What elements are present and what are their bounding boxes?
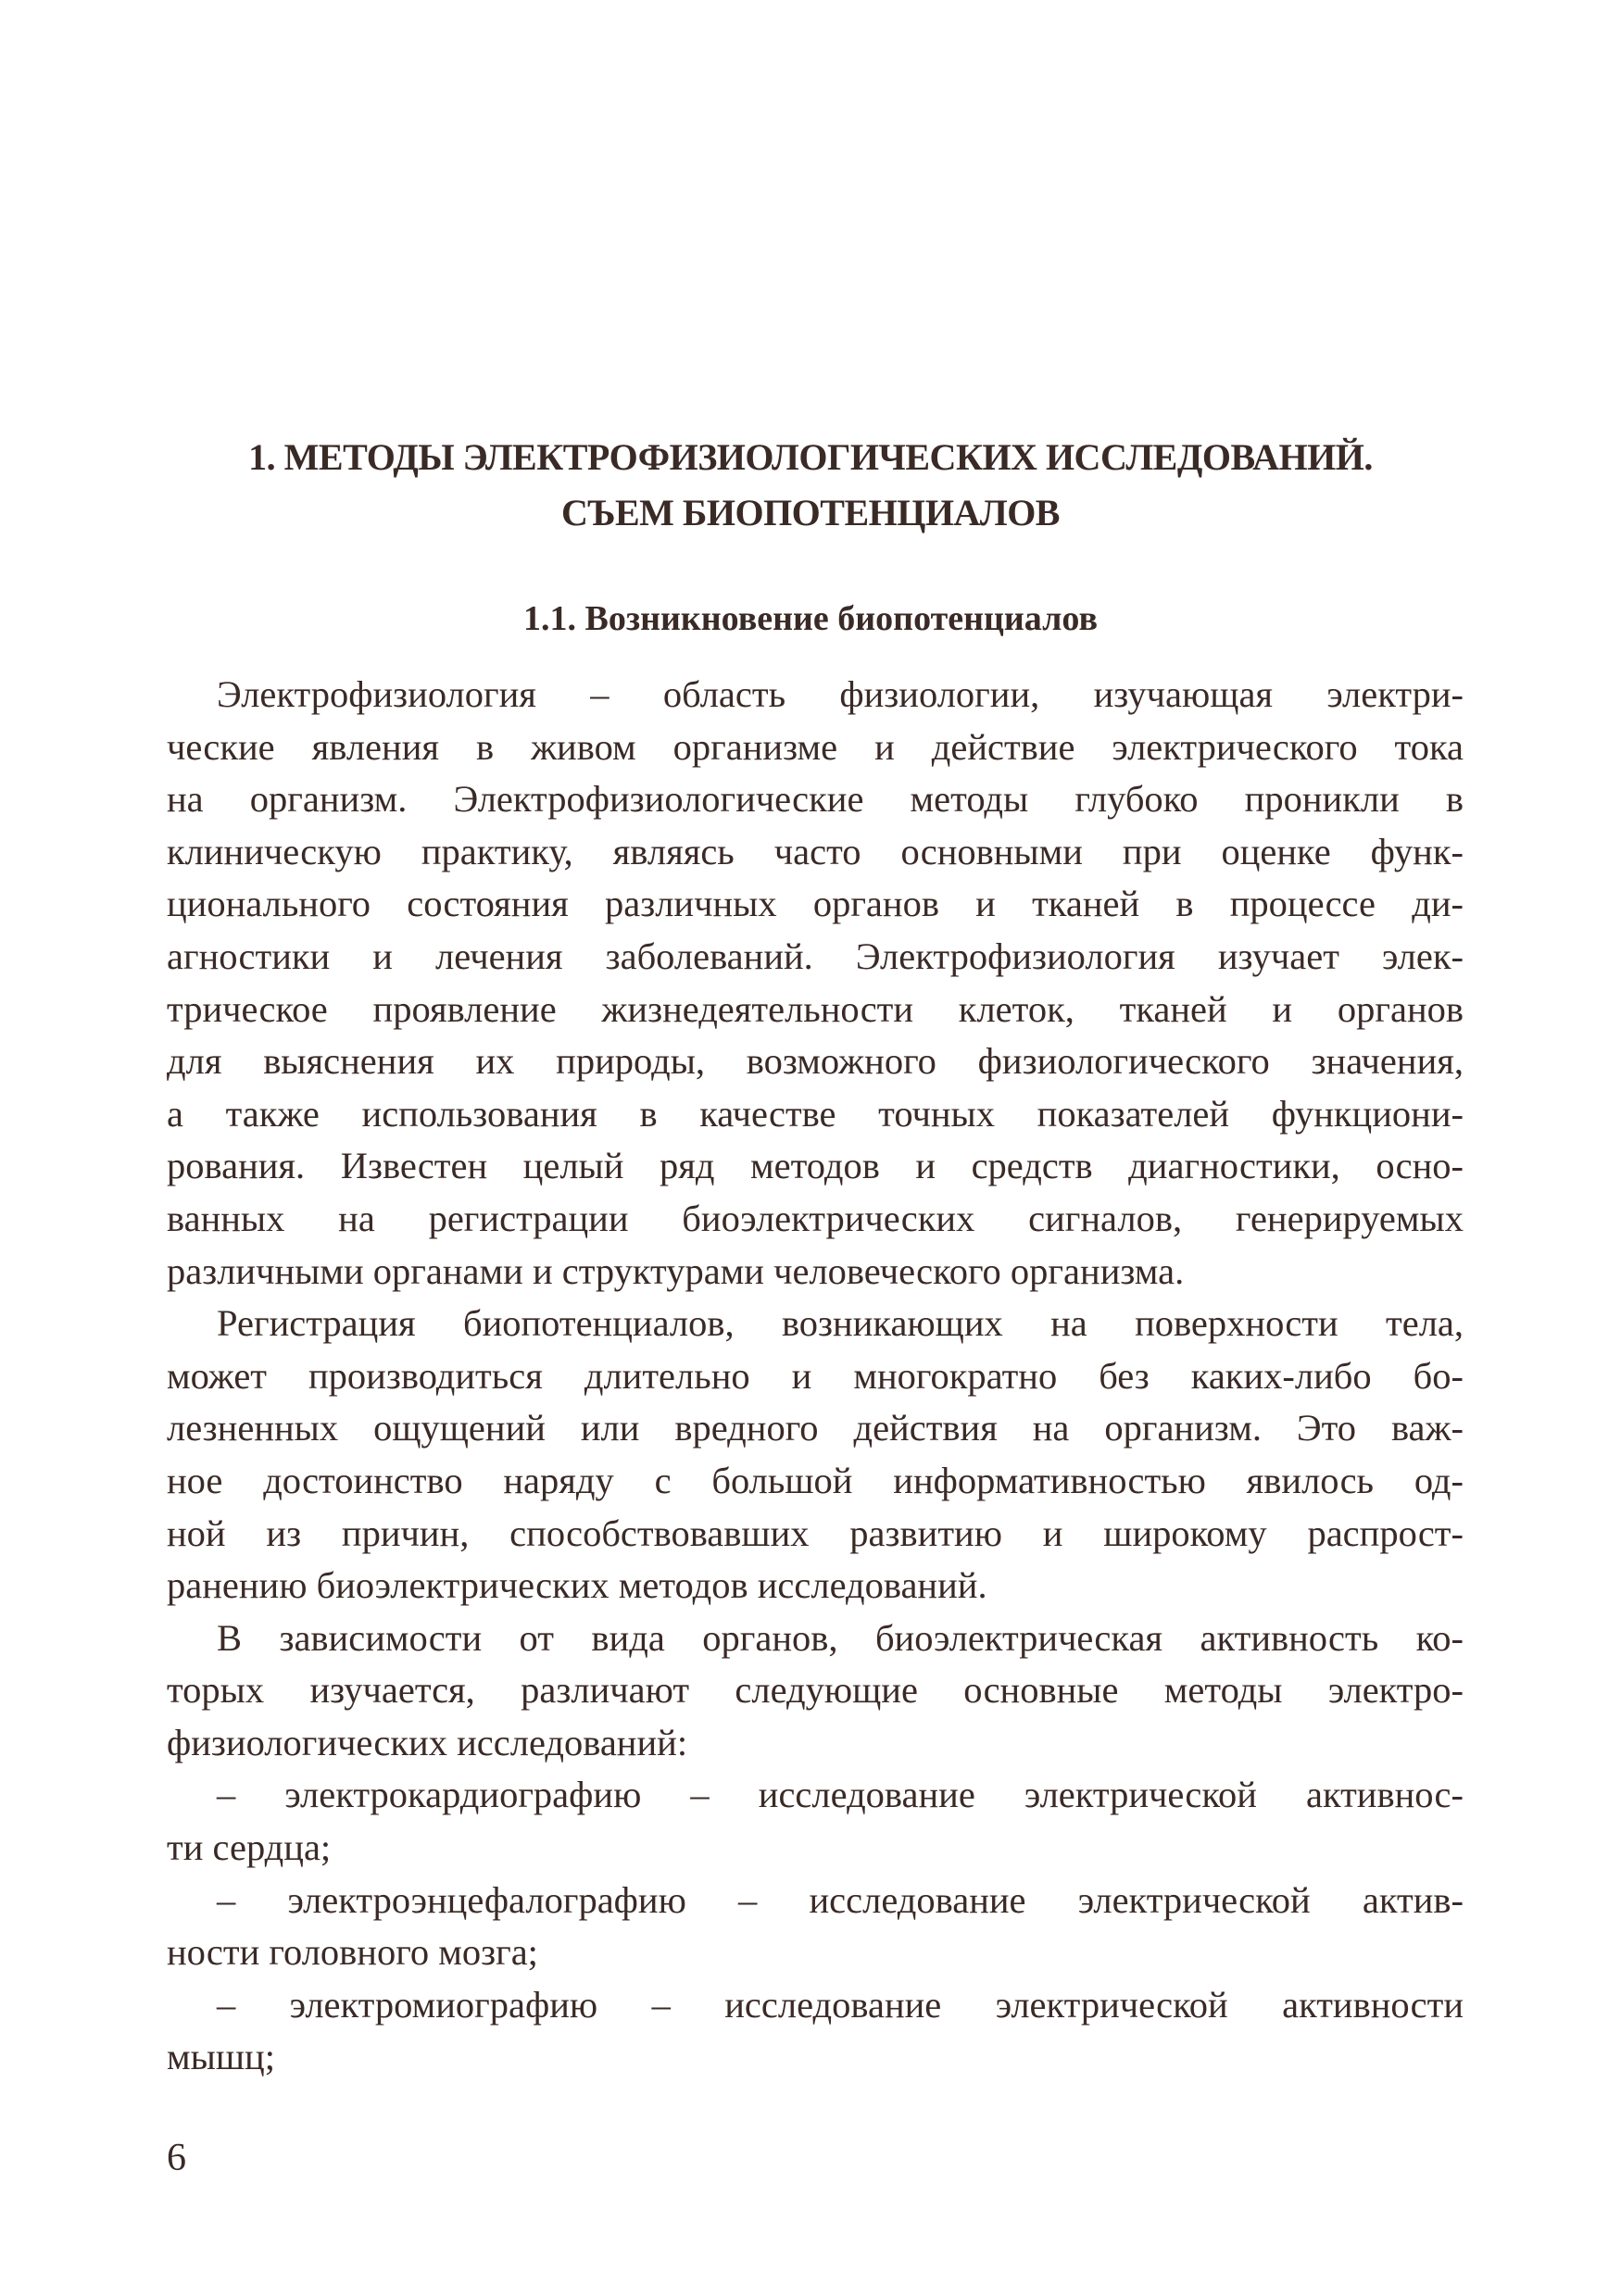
paragraph-line: физиологических исследований: (167, 1721, 688, 1763)
paragraph-line: может производиться длительно и многократно без каких-либо бо- (167, 1354, 1464, 1397)
paragraph-line: В зависимости от вида органов, биоэлектрическая активность ко- (217, 1616, 1464, 1659)
paragraph-line: ное достоинство наряду с большой информативностью явилось од- (167, 1459, 1464, 1501)
paragraph-line: торых изучается, различают следующие основные методы электро- (167, 1669, 1464, 1712)
paragraph-line: для выяснения их природы, возможного физиологического значения, (167, 1040, 1464, 1083)
chapter-title (139, 430, 1482, 541)
paragraph-line: Регистрация биопотенциалов, возникающих на поверхности тела, (217, 1302, 1464, 1345)
paragraph-line: ческие явления в живом организме и действие электрического тока (167, 725, 1464, 768)
chapter-title-line-1: 1. МЕТОДЫ ЭЛЕКТРОФИЗИОЛОГИЧЕСКИХ ИССЛЕДОВАНИЙ. (248, 436, 1373, 478)
paragraph-line: ной из причин, способствовавших развитию и широкому распрост- (167, 1512, 1464, 1554)
paragraph-line: клиническую практику, являясь часто основными при оценке функ- (167, 830, 1464, 872)
paragraph-line: ранению биоэлектрических методов исследований. (167, 1564, 987, 1607)
list-item-line: ности головного мозга; (167, 1931, 538, 1974)
paragraph-line: лезненных ощущений или вредного действия на организм. Это важ- (167, 1407, 1464, 1449)
paragraph-line: трическое проявление жизнедеятельности клеток, тканей и органов (167, 987, 1464, 1030)
paragraph-line: на организм. Электрофизиологические методы глубоко проникли в (167, 778, 1464, 821)
body-text (167, 669, 1464, 2084)
section-title: 1.1. Возникновение биопотенциалов (522, 599, 1099, 638)
list-item-line: мышц; (167, 2036, 275, 2078)
paragraph-line: различными органами и структурами человеческого организма. (167, 1249, 1185, 1292)
paragraph-line: а также использования в качестве точных показателей функциони- (167, 1092, 1464, 1135)
paragraph-line: ванных на регистрации биоэлектрических сигналов, генерируемых (167, 1197, 1464, 1239)
paragraph-line: ционального состояния различных органов и тканей в процессе ди- (167, 883, 1464, 925)
page-number: 6 (167, 2137, 186, 2179)
paragraph-line: рования. Известен целый ряд методов и средств диагностики, осно- (167, 1145, 1464, 1187)
paragraph-line: агностики и лечения заболеваний. Электрофизиология изучает элек- (167, 935, 1464, 977)
list-item-line: – электроэнцефалографию – исследование электрической актив- (217, 1878, 1464, 1921)
chapter-title-line-2: СЪЕМ БИОПОТЕНЦИАЛОВ (561, 492, 1060, 533)
paragraph-line: Электрофизиология – область физиологии, изучающая электри- (217, 673, 1464, 715)
list-item-line: – электрокардиографию – исследование электрической активнос- (217, 1774, 1464, 1816)
list-item-line: – электромиографию – исследование электрической активности (217, 1983, 1464, 2026)
list-item-line: ти сердца; (167, 1826, 332, 1869)
